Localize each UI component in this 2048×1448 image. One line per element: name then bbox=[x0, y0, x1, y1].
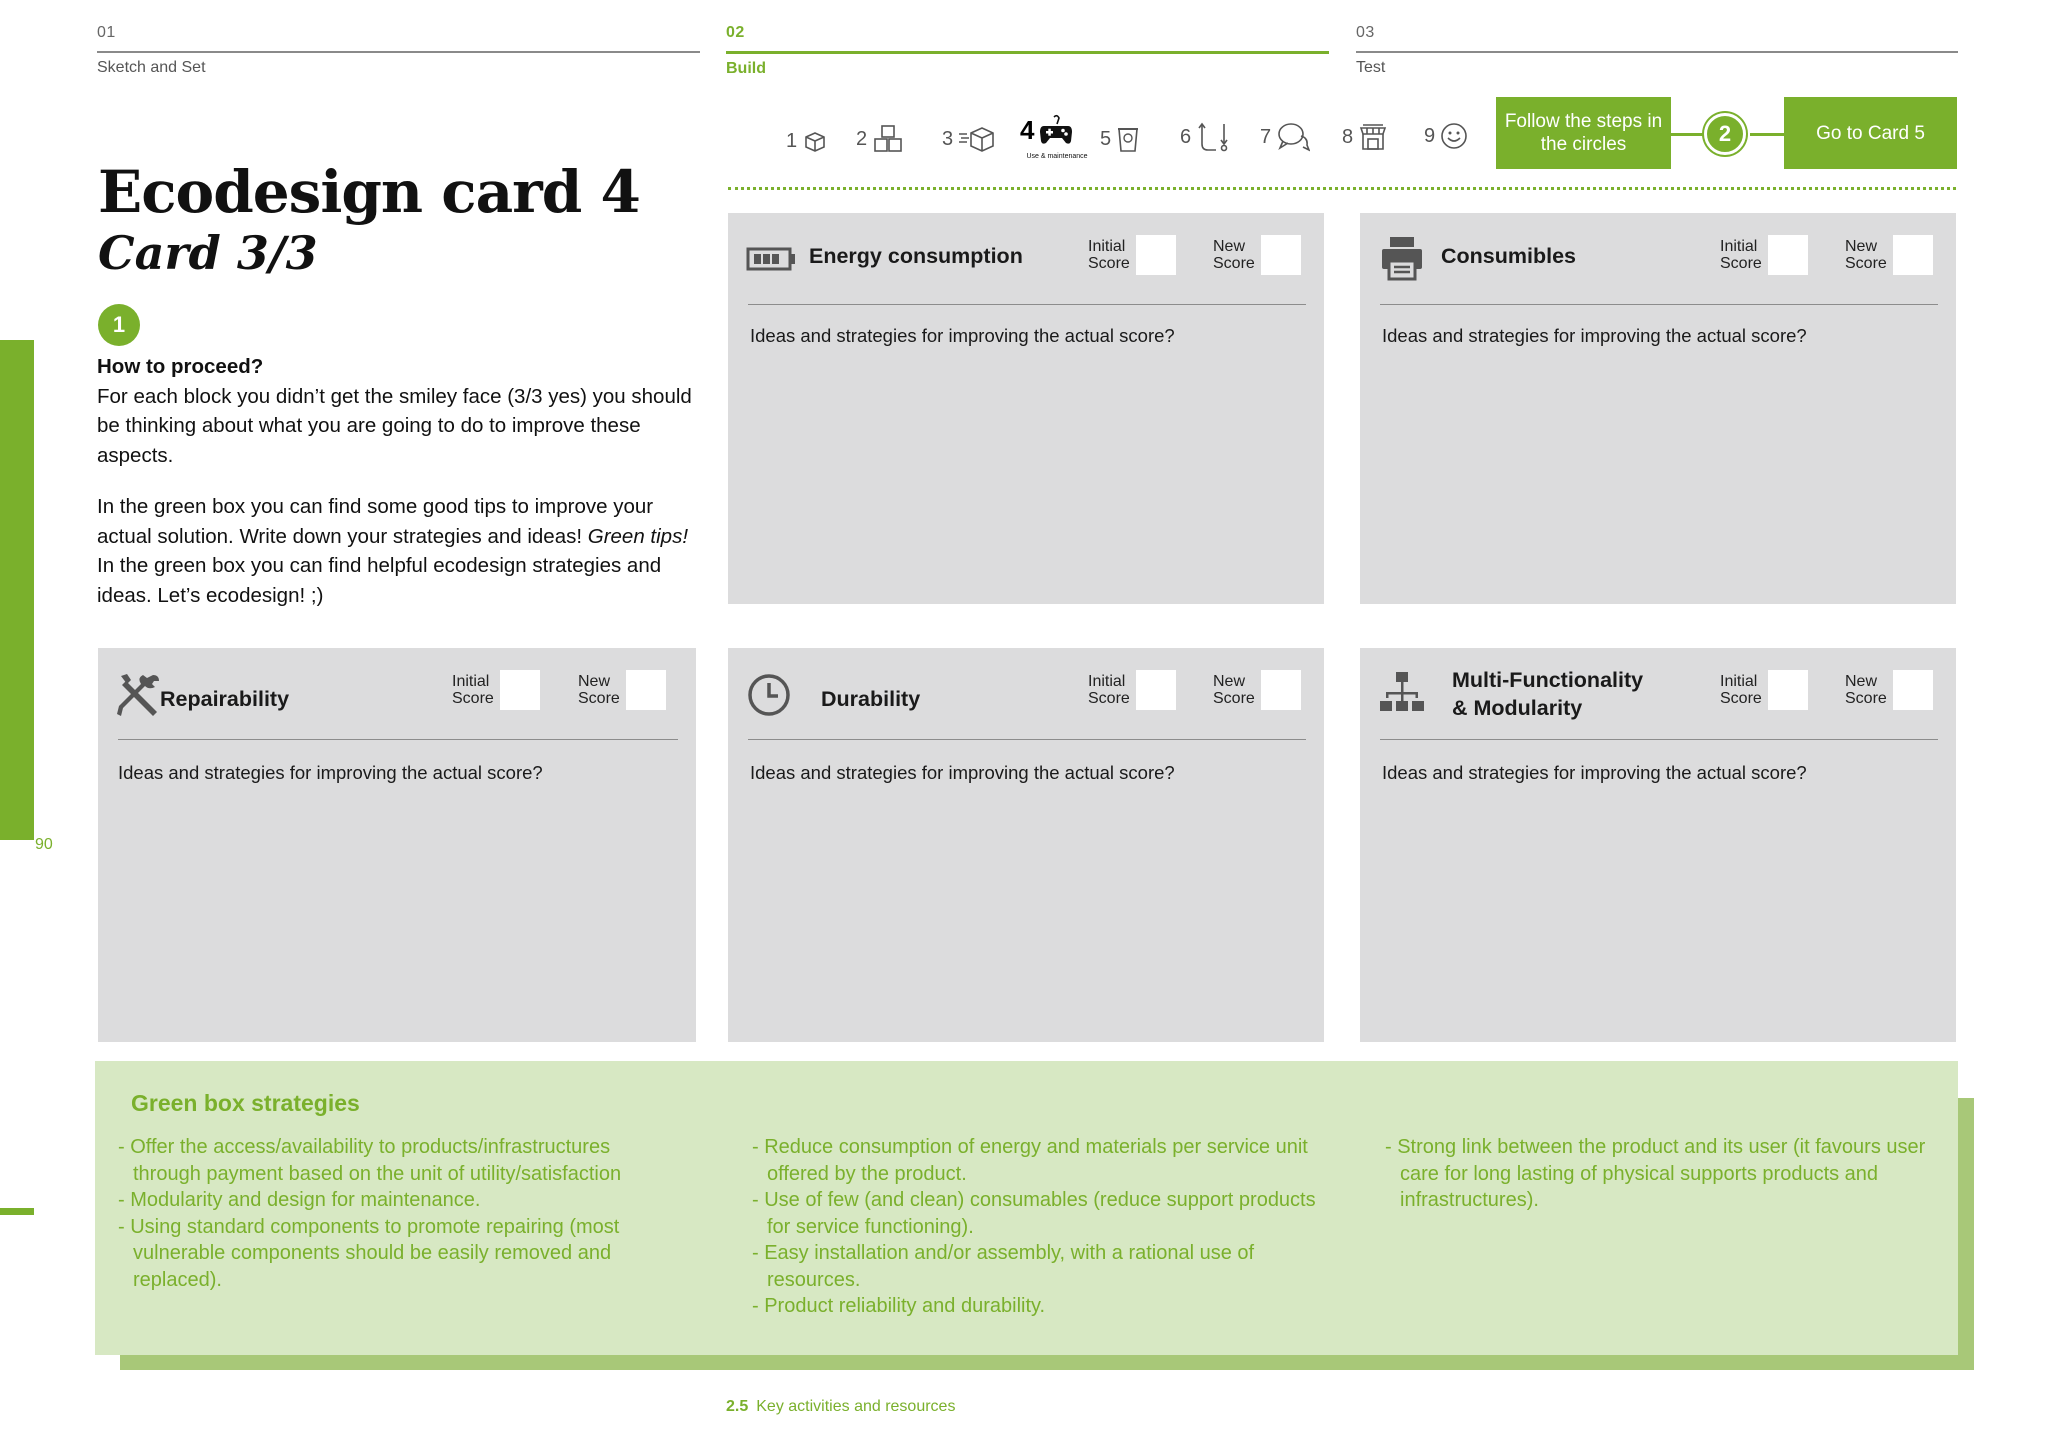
step-9[interactable]: 9 bbox=[1424, 122, 1468, 150]
new-score bbox=[578, 670, 666, 710]
new-score bbox=[1213, 235, 1301, 275]
recycle-bin-icon bbox=[1116, 124, 1140, 154]
strategy-item: - Product reliability and durability. bbox=[752, 1293, 1332, 1320]
initial-score bbox=[1720, 235, 1808, 275]
chat-bubbles-icon bbox=[1276, 120, 1310, 154]
go-to-card-5-button[interactable]: Go to Card 5 bbox=[1784, 97, 1957, 169]
initial-score bbox=[1720, 670, 1808, 710]
strategy-item: - Use of few (and clean) consumables (reduce support products for service functioning). bbox=[752, 1187, 1332, 1240]
new-score-input[interactable] bbox=[1261, 235, 1301, 275]
phase-number: 01 bbox=[97, 24, 116, 41]
step-circle-1: 1 bbox=[98, 304, 140, 346]
card-prompt[interactable]: Ideas and strategies for improving the actual score? bbox=[118, 762, 543, 783]
card-prompt[interactable]: Ideas and strategies for improving the actual score? bbox=[1382, 325, 1807, 346]
phase-test bbox=[1356, 24, 1958, 80]
initial-score-input[interactable] bbox=[1136, 235, 1176, 275]
card-prompt[interactable]: Ideas and strategies for improving the actual score? bbox=[750, 762, 1175, 783]
new-score-input[interactable] bbox=[1261, 670, 1301, 710]
shop-icon bbox=[1358, 122, 1388, 152]
step-8[interactable]: 8 bbox=[1342, 122, 1388, 152]
new-score bbox=[1845, 235, 1933, 275]
new-score-label: New Score bbox=[1845, 238, 1887, 272]
step-4-caption: Use & maintenance bbox=[1026, 153, 1088, 160]
card-title: Consumibles bbox=[1441, 244, 1576, 268]
card-prompt[interactable]: Ideas and strategies for improving the actual score? bbox=[1382, 762, 1807, 783]
card-title: Energy consumption bbox=[809, 244, 1023, 268]
card-prompt[interactable]: Ideas and strategies for improving the actual score? bbox=[750, 325, 1175, 346]
phase-name: Sketch and Set bbox=[97, 59, 206, 76]
initial-score-label: Initial Score bbox=[1088, 673, 1130, 707]
printer-icon bbox=[1380, 235, 1424, 283]
hierarchy-icon bbox=[1380, 670, 1424, 718]
battery-icon bbox=[746, 235, 798, 283]
initial-score-label: Initial Score bbox=[1720, 238, 1762, 272]
gamepad-icon bbox=[1039, 114, 1073, 146]
card-energy-consumption bbox=[728, 213, 1324, 604]
phase-name: Build bbox=[726, 60, 766, 77]
strategy-item: - Strong link between the product and its user (it favours user care for long lasting of physical supports products and infrastructures). bbox=[1385, 1134, 1945, 1214]
page-footer bbox=[726, 1398, 955, 1416]
step-3[interactable]: 3 bbox=[942, 124, 996, 154]
page-number: 90 bbox=[35, 836, 53, 853]
initial-score-label: Initial Score bbox=[1088, 238, 1130, 272]
section-title: Key activities and resources bbox=[756, 1398, 956, 1415]
moving-box-icon bbox=[958, 124, 996, 154]
new-score bbox=[1845, 670, 1933, 710]
page-title: Ecodesign card 4 bbox=[98, 158, 640, 226]
flow-connector bbox=[1750, 133, 1784, 136]
side-accent-bar bbox=[0, 340, 34, 840]
card-repairability bbox=[98, 648, 696, 1042]
strategy-item: - Reduce consumption of energy and materials per service unit offered by the product. bbox=[752, 1134, 1332, 1187]
dotted-divider bbox=[728, 187, 1956, 190]
page-subtitle: Card 3/3 bbox=[98, 226, 318, 280]
new-score-label: New Score bbox=[1845, 673, 1887, 707]
initial-score-input[interactable] bbox=[1136, 670, 1176, 710]
phase-divider bbox=[97, 51, 700, 53]
clock-icon bbox=[746, 672, 792, 718]
card-header bbox=[1380, 213, 1938, 305]
card-title: Durability bbox=[821, 687, 921, 711]
new-score-label: New Score bbox=[578, 673, 620, 707]
step-7[interactable]: 7 bbox=[1260, 120, 1310, 154]
phase-number: 02 bbox=[726, 24, 745, 41]
phase-sketch-and-set bbox=[97, 24, 700, 80]
intro-paragraph-2: In the green box you can find some good tips to improve your actual solution. Write down your strategies and ideas! Green tips! In the green box you can find helpful ecodesign strategies and ideas. Let’s ecodesign! ;) bbox=[97, 495, 689, 607]
strategy-item: - Modularity and design for maintenance. bbox=[118, 1187, 678, 1214]
strategies-column-2 bbox=[752, 1134, 1332, 1320]
intro-heading: How to proceed? bbox=[97, 355, 264, 378]
new-score-input[interactable] bbox=[1893, 670, 1933, 710]
reverse-logistics-icon bbox=[1196, 120, 1230, 154]
card-header bbox=[118, 648, 678, 740]
initial-score-input[interactable] bbox=[1768, 670, 1808, 710]
phase-divider bbox=[726, 51, 1329, 54]
strategies-column-1 bbox=[118, 1134, 678, 1293]
step-6[interactable]: 6 bbox=[1180, 120, 1230, 154]
card-title: Repairability bbox=[160, 687, 290, 711]
phase-divider bbox=[1356, 51, 1958, 53]
phase-name: Test bbox=[1356, 59, 1386, 76]
new-score-input[interactable] bbox=[1893, 235, 1933, 275]
section-number: 2.5 bbox=[726, 1398, 749, 1415]
step-circle-2: 2 bbox=[1704, 113, 1746, 155]
smiley-icon bbox=[1440, 122, 1468, 150]
step-5[interactable]: 5 bbox=[1100, 124, 1140, 154]
initial-score-label: Initial Score bbox=[452, 673, 494, 707]
intro-text bbox=[97, 352, 707, 632]
initial-score bbox=[452, 670, 540, 710]
flow-connector bbox=[1671, 133, 1704, 136]
green-box-title: Green box strategies bbox=[131, 1090, 360, 1116]
tools-icon bbox=[115, 672, 161, 718]
small-box-icon bbox=[802, 128, 828, 154]
card-consumibles bbox=[1360, 213, 1956, 604]
step-2[interactable]: 2 bbox=[856, 124, 904, 154]
new-score-label: New Score bbox=[1213, 238, 1255, 272]
card-multi-functionality bbox=[1360, 648, 1956, 1042]
strategy-item: - Easy installation and/or assembly, with a rational use of resources. bbox=[752, 1240, 1332, 1293]
intro-paragraph-1: For each block you didn’t get the smiley face (3/3 yes) you should be thinking about what you are going to do to improve these aspects. bbox=[97, 384, 692, 467]
initial-score-input[interactable] bbox=[500, 670, 540, 710]
initial-score bbox=[1088, 235, 1176, 275]
step-4[interactable]: 4 bbox=[1020, 114, 1073, 146]
card-header bbox=[748, 213, 1306, 305]
card-header bbox=[748, 648, 1306, 740]
step-1[interactable]: 1 bbox=[786, 128, 828, 154]
card-title: Multi-Functionality & Modularity bbox=[1452, 668, 1644, 720]
new-score-label: New Score bbox=[1213, 673, 1255, 707]
strategy-item: - Using standard components to promote repairing (most vulnerable components should be easily removed and replaced). bbox=[118, 1214, 678, 1294]
initial-score-label: Initial Score bbox=[1720, 673, 1762, 707]
side-accent-tick bbox=[0, 1208, 34, 1215]
card-durability bbox=[728, 648, 1324, 1042]
stacked-boxes-icon bbox=[872, 124, 904, 154]
initial-score-input[interactable] bbox=[1768, 235, 1808, 275]
new-score bbox=[1213, 670, 1301, 710]
follow-steps-box: Follow the steps in the circles bbox=[1496, 97, 1671, 169]
strategies-column-3 bbox=[1385, 1134, 1945, 1214]
strategy-item: - Offer the access/availability to products/infrastructures through payment based on the unit of utility/satisfaction bbox=[118, 1134, 678, 1187]
card-header bbox=[1380, 648, 1938, 740]
initial-score bbox=[1088, 670, 1176, 710]
new-score-input[interactable] bbox=[626, 670, 666, 710]
phase-number: 03 bbox=[1356, 24, 1375, 41]
phase-build bbox=[726, 24, 1329, 80]
